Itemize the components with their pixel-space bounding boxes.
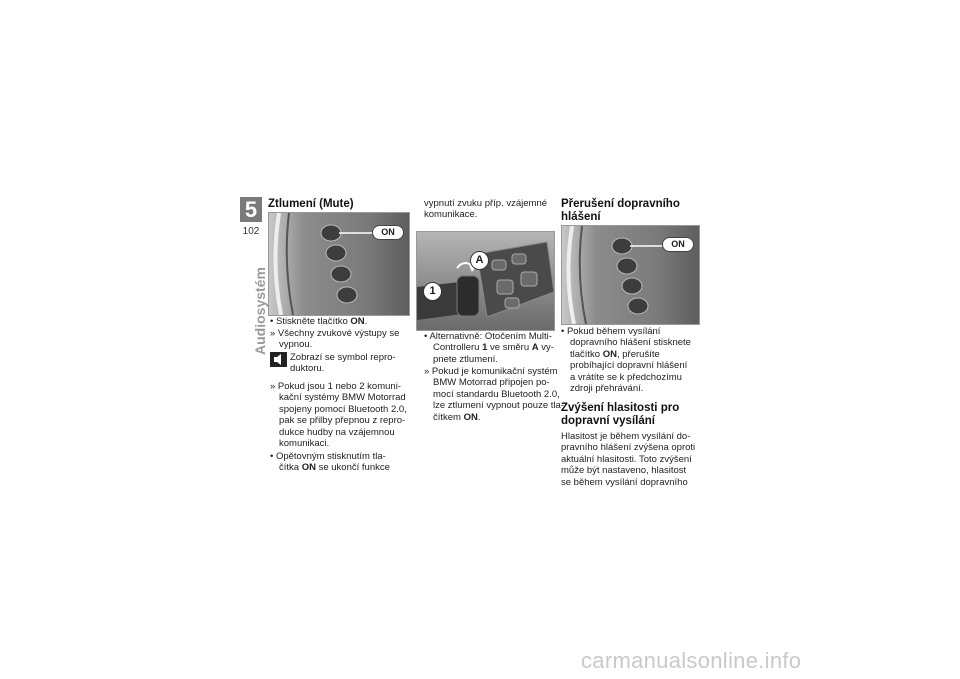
bullet-multicontroller: • Alternativně: Otočením Multi- Controlleru 1 ve směru A vy- pnete ztlumení. [424, 331, 554, 365]
result-outputs-off: » Všechny zvukové výstupy se vypnou. [270, 328, 400, 351]
label-controller-1: 1 [423, 282, 442, 301]
heading-traffic-volume: Zvýšení hlasitosti pro dopravní vysílání [561, 402, 680, 427]
callout-on: ON [372, 225, 404, 240]
continuation-text: vypnutí zvuku příp. vzájemné komunikace. [424, 198, 548, 221]
watermark: carmanualsonline.info [581, 648, 802, 673]
bullet-press-on: • Stiskněte tlačítko ON. [270, 316, 368, 327]
label-direction-a: A [470, 251, 489, 270]
bullet-press-again: • Opětovným stisknutím tla- čítka ON se ukončí funkce [270, 451, 390, 474]
figure-multicontroller [416, 231, 555, 331]
speaker-icon [270, 352, 287, 367]
section-side-label: Audiosystém [252, 267, 268, 355]
chapter-number: 5 [240, 197, 262, 222]
multicontroller-photo [417, 232, 554, 330]
heading-traffic-interrupt: Přerušení dopravního hlášení [561, 198, 680, 223]
result-bluetooth-mute: » Pokud je komunikační systém BMW Motorrad připojen po- mocí standardu Bluetooth 2.0, lze ztlumení vypnout pouze tla- čítkem ON. [424, 366, 564, 423]
result-bluetooth-intercom: » Pokud jsou 1 nebo 2 komuni- kační systémy BMW Motorrad spojeny pomocí Bluetooth 2.0, pak se přilby přepnou z repro- dukce hudby na vzájemnou komunikaci. [270, 381, 407, 450]
callout-on-2: ON [662, 237, 694, 252]
page-number: 102 [242, 226, 260, 237]
heading-mute: Ztlumení (Mute) [268, 198, 354, 210]
note-speaker-symbol: Zobrazí se symbol repro- duktoru. [290, 352, 396, 375]
paragraph-traffic-volume: Hlasitost je během vysílání do- pravního hlášení zvýšena oproti aktuální hlasitosti. Toto zvýšení může být nastaveno, hlasitost se během vysílání dopravního [561, 431, 696, 488]
bullet-interrupt-traffic: • Pokud během vysílání dopravního hlášení stisknete tlačítko ON, přerušíte probíhající dopravní hlášení a vrátíte se k předchozímu zdroji přehrávání. [561, 326, 691, 395]
